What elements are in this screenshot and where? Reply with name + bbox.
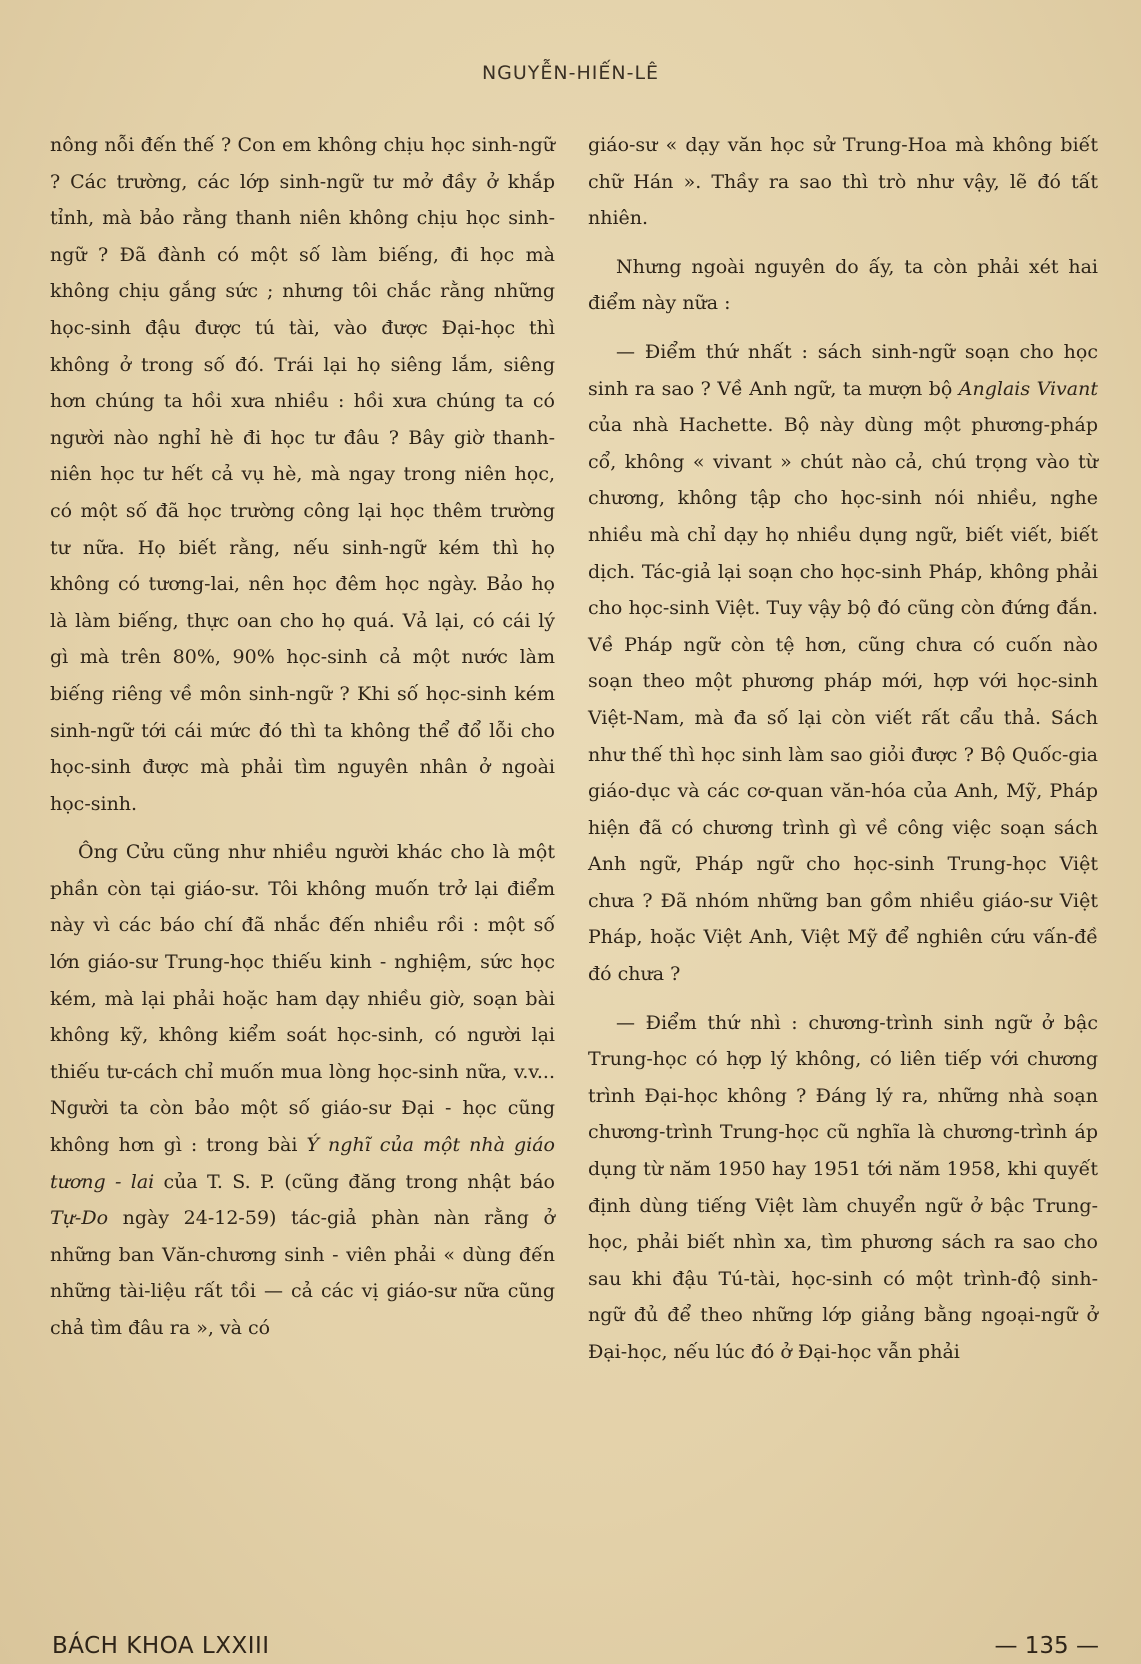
text-run: — Điểm thứ nhất : sách sinh-ngữ soạn cho học sinh ra sao ? Về Anh ngữ, ta mượn bộ [588, 340, 1098, 400]
text-run: của nhà Hachette. Bộ này dùng một phương-pháp cổ, không « vivant » chút nào cả, chú trọng vào từ chương, không tập cho học-sinh nói nhiều, nghe nhiều mà chỉ dạy họ nhiều dụng ngữ, biết viết, biết dịch. Tác-giả lại soạn cho học-sinh Pháp, không phải cho học-sinh Việt. Tuy vậy bộ đó cũng còn đứng đắn. Về Pháp ngữ còn tệ hơn, cũng chưa có cuốn nào soạn theo một phương pháp mới, hợp với học-sinh Việt-Nam, mà đa số lại còn viết rất cẩu thả. Sách như thế thì học sinh làm sao giỏi được ? Bộ Quốc-gia giáo-dục và các cơ-quan văn-hóa của Anh, Mỹ, Pháp hiện đã có chương trình gì về công việc soạn sách Anh ngữ, Pháp ngữ cho học-sinh Trung-học Việt chưa ? Đã nhóm những ban gồm nhiều giáo-sư Việt Pháp, hoặc Việt Anh, Việt Mỹ để nghiên cứu vấn-đề đó chưa ? [588, 414, 1098, 986]
paragraph [588, 334, 1098, 993]
right-column [588, 127, 1098, 1371]
book-title: Anglais Vivant [958, 377, 1098, 400]
text-run: ngày 24-12-59) tác-giả phàn nàn rằng ở những ban Văn-chương sinh - viên phải « dùng đến những tài-liệu rất tồi — cả các vị giáo-sư nữa cũng chả tìm đâu ra », và có [50, 1207, 555, 1339]
paragraph: nông nỗi đến thế ? Con em không chịu học sinh-ngữ ? Các trường, các lớp sinh-ngữ tư mở đầy ở khắp tỉnh, mà bảo rằng thanh niên không chịu học sinh-ngữ ? Đã đành có một số làm biếng, đi học mà không chịu gắng sức ; nhưng tôi chắc rằng những học-sinh đậu được tú tài, vào được Đại-học thì không ở trong số đó. Trái lại họ siêng lắm, siêng hơn chúng ta hồi xưa nhiều : hồi xưa chúng ta có người nào nghỉ hè đi học tư đâu ? Bây giờ thanh-niên học tư hết cả vụ hè, mà ngay trong niên học, có một số đã học trường công lại học thêm trường tư nữa. Họ biết rằng, nếu sinh-ngữ kém thì họ không có tương-lai, nên học đêm học ngày. Bảo họ là làm biếng, thực oan cho họ quá. Vả lại, có cái lý gì mà trên 80%, 90% học-sinh cả một nước làm biếng riêng về môn sinh-ngữ ? Khi số học-sinh kém sinh-ngữ tới cái mức đó thì ta không thể đổ lỗi cho học-sinh được mà phải tìm nguyên nhân ở ngoài học-sinh. [50, 134, 555, 815]
page-number: — 135 — [994, 1633, 1099, 1659]
paragraph: Nhưng ngoài nguyên do ấy, ta còn phải xét hai điểm này nữa : [588, 255, 1098, 315]
publication-name: BÁCH KHOA LXXIII [52, 1633, 270, 1659]
newspaper-name: Tự-Do [50, 1207, 109, 1230]
paragraph [50, 834, 555, 1346]
running-title: NGUYỄN-HIẾN-LÊ [481, 62, 660, 84]
article-title: Ý nghĩ của một nhà giáo tương - lai [50, 1134, 555, 1193]
text-run: của T. S. P. (cũng đăng trong nhật báo [154, 1170, 555, 1193]
left-column [50, 127, 555, 1347]
paragraph: giáo-sư « dạy văn học sử Trung-Hoa mà không biết chữ Hán ». Thầy ra sao thì trò như vậy, lẽ đó tất nhiên. [588, 134, 1098, 230]
text-run: Ông Cửu cũng như nhiều người khác cho là một phần còn tại giáo-sư. Tôi không muốn trở lại điểm này vì các báo chí đã nhắc đến nhiều rồi : một số lớn giáo-sư Trung-học thiếu kinh - nghiệm, sức học kém, mà lại phải hoặc ham dạy nhiều giờ, soạn bài không kỹ, không kiểm soát học-sinh, có người lại thiếu tư-cách chỉ muốn mua lòng học-sinh nữa, v.v... Người ta còn bảo một số giáo-sư Đại - học cũng không hơn gì : trong bài [50, 841, 555, 1157]
paragraph: — Điểm thứ nhì : chương-trình sinh ngữ ở bậc Trung-học có hợp lý không, có liên tiếp với chương trình Đại-học không ? Đáng lý ra, những nhà soạn chương-trình Trung-học cũ nghĩa là chương-trình áp dụng từ năm 1950 hay 1951 tới năm 1958, khi quyết định dùng tiếng Việt làm chuyển ngữ ở bậc Trung-học, phải biết nhìn xa, tìm phương sách ra sao cho sau khi đậu Tú-tài, học-sinh có một trình-độ sinh-ngữ đủ để theo những lớp giảng bằng ngoại-ngữ ở Đại-học, nếu lúc đó ở Đại-học vẫn phải [588, 1011, 1098, 1363]
